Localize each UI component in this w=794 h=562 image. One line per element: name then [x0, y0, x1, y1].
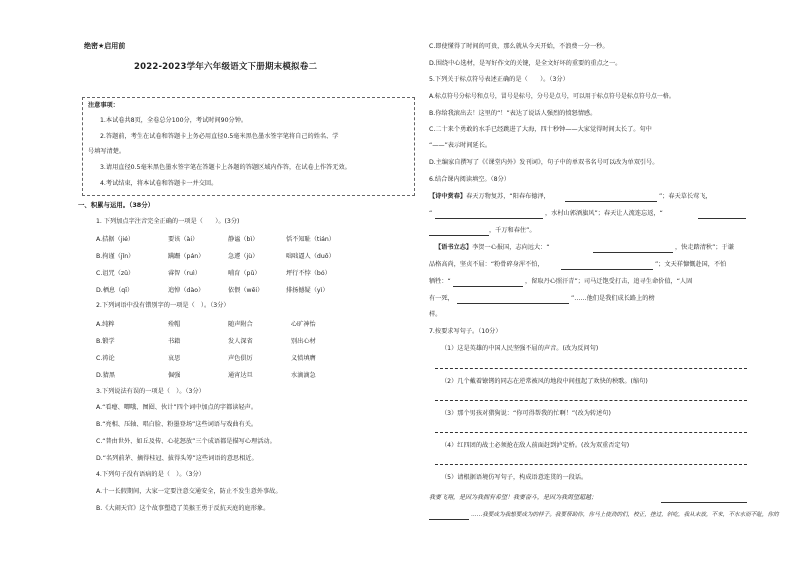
answer-blank[interactable]	[457, 303, 569, 304]
q1-option: 急遽（jù）	[228, 253, 259, 260]
q2-option: 书籍	[168, 338, 181, 345]
poem2-line2: 品格高尚，坚贞不屈：“粉骨碎身浑不怕，	[429, 261, 544, 268]
poem2-line1	[435, 244, 550, 252]
poem2-line1-after: ，快走踏清秋”；于谦	[675, 244, 734, 251]
q1-option: B.拘谨（jǐn）	[96, 253, 135, 260]
poem2-line3: 牺牲：“	[429, 278, 451, 285]
q1-option: 坪行不悖（bó）	[286, 270, 331, 277]
answer-blank[interactable]	[435, 218, 543, 219]
secret-label: 绝密★启用前	[84, 42, 126, 50]
poem1-label: 【诗中赏春】	[429, 193, 467, 200]
section-heading: 一、积累与运用。（38分）	[78, 201, 154, 209]
answer-blank[interactable]	[661, 502, 747, 503]
q2-option: 倔强	[168, 372, 181, 379]
notice-item-2-cont: 号填写清楚。	[88, 148, 126, 155]
q2-option: 通宵达旦	[228, 372, 253, 379]
answer-line[interactable]	[435, 400, 747, 401]
poem2-line4-after: ”……他们是我们成长路上的榜	[571, 295, 655, 302]
answer-blank[interactable]	[429, 519, 469, 520]
q1-option: 要该（ài）	[168, 236, 199, 243]
answer-line[interactable]	[435, 432, 747, 433]
answer-blank[interactable]	[593, 252, 673, 253]
poem2-line5: 样。	[429, 311, 442, 318]
answer-blank[interactable]	[698, 218, 746, 219]
poem2-line4: 有一死，	[429, 295, 454, 302]
poem1-line2-after: ，水村山郭酒旗风”；春天让人流连忘返，“	[545, 210, 663, 217]
q2-option: 别出心材	[291, 338, 316, 345]
q5-option-a: A.标点符号分标号和点号，冒号是标号，分号是点号，可以用于标点符号是标点符号点一格。	[429, 93, 675, 100]
q2-option: D.猜黑	[96, 372, 116, 379]
q7-item-4: （4）红四团的战士必须抢在敌人前面赶到泸定桥。(改为双重否定句)	[441, 442, 630, 449]
q3-option-c: C.“普由世外、如丘及传、心花怒放”三个成语都是描写心理活动。	[96, 438, 276, 445]
answer-blank[interactable]	[429, 235, 489, 236]
q1-option: 追悼（dào）	[168, 287, 205, 294]
q7-item-5: （5）请根据语境仿写句子，构成语意连贯的一段话。	[441, 474, 588, 481]
notice-item-2: 2.答题前，考生在试卷和答题卡上务必用直径0.5毫米黑色墨水签字笔将自己的姓名、学	[100, 133, 339, 140]
q3-option-a: A.“看瘪、唧哦、囫囵、伙计”四个词中加点的字都读轻声。	[96, 404, 258, 411]
q1-option: 恬不知耻（tián）	[286, 236, 335, 243]
q1-option: 依偎（wēi）	[228, 287, 264, 294]
q4-option-d: D.围绕中心选材，是写好作文的关键，是全文好坏的重要的重点之一。	[429, 60, 622, 67]
q2-option: 殓帽	[168, 321, 181, 328]
q1-option: 排扬撼疑（yì）	[286, 287, 329, 294]
q5-option-c-cont: “——”表示时间延长。	[429, 142, 492, 149]
q5-option-b: B.你给我滚出去！这里的“！”表达了说话人强烈的愤怒情感。	[429, 110, 597, 117]
poem1-text: 春天万物复苏，“阳春布德泽，	[466, 193, 550, 200]
answer-blank[interactable]	[561, 269, 653, 270]
q7-stem: 7.按要求写句子。（10分）	[429, 328, 502, 335]
q1-option: 睿智（ruì）	[168, 270, 201, 277]
poem1-after: ”；春天草长莺飞，	[659, 193, 712, 200]
q3-stem: 3.下列说法有误的一项是（ ）。（3分）	[96, 388, 205, 395]
q2-option: 心旷神怡	[291, 321, 316, 328]
answer-line[interactable]	[435, 368, 747, 369]
answer-blank[interactable]	[565, 201, 657, 202]
q1-option: 哺育（pǔ）	[228, 270, 261, 277]
q1-option: 静谧（bì）	[228, 236, 259, 243]
poem1-line2-open: “	[429, 210, 433, 217]
q1-option: 咄咄逼人（duō）	[286, 253, 335, 260]
q1-option: 蹒跚（pán）	[168, 253, 205, 260]
answer-line[interactable]	[435, 464, 747, 465]
q2-option: 水滴滴急	[291, 372, 316, 379]
q5-stem: 5.下列关于标点符号表述正确的是（ ）。（3分）	[429, 76, 569, 83]
q3-option-d: D.“名列前茅、摘得桂冠、拔得头筹”这些词语的意思相近。	[96, 455, 258, 462]
exam-title: 2022-2023学年六年级语文下册期末模拟卷二	[134, 62, 318, 72]
q3-option-b: B.“亮相、压轴、唱白脸、粉墨登场”这些词语与戏曲有关。	[96, 421, 258, 428]
poem2-label: 【语书立志】	[435, 244, 473, 251]
q2-option: 随声附合	[228, 321, 253, 328]
q5-option-d: D.主编家自撰写了《《课堂内外》发刊词》，句子中的单双书名号可以改为单双引号。	[429, 159, 659, 166]
q2-stem: 2.下列词语中没有错别字的一项是（ ）。（3分）	[96, 302, 230, 309]
poem1-line3: ，千万和春住”。	[489, 227, 536, 234]
q1-option: C.诅咒（zǔ）	[96, 270, 135, 277]
q7-item-1: （1）这是英雄的中国人民坚强不屈的声音。(改为反问句)	[441, 345, 599, 352]
poem2-line3-after: ，留取丹心照汗青”；司马迁饱受打击，追寻生命价值，“人固	[525, 278, 693, 285]
q1-stem: 1. 下列加点字注音完全正确的一项是（ ）。(3分)	[96, 218, 240, 225]
q4-option-a: A.十一长假期间，大家一定要注意交通安全，防止不发生意外事故。	[96, 488, 282, 495]
q4-stem: 4.下列句子没有语病的是（ ）。（3分）	[96, 471, 205, 478]
q5-option-c: C.二十来个勇敢的水手已经跳进了大海，四十秒钟——大家觉得时间太长了。句中	[429, 126, 652, 133]
q2-option: 义愤填膺	[291, 355, 316, 362]
q1-option: A.拮据（jié）	[96, 236, 135, 243]
q7-5-line1: 我要飞翔，是因为我拥有希望！我要奋斗，是因为我渴望超越；	[429, 494, 598, 501]
poem2-line2-after: ”；文天祥慷慨赴国，不怕	[655, 261, 727, 268]
poem2-text: 李贺一心报国，志向远大：“	[472, 244, 550, 251]
q4-option-c: C.即使懂得了时间的可贵，那么就从今天开始，不浪费一分一秒。	[429, 43, 609, 50]
q1-option: D.栖息（qī）	[96, 287, 134, 294]
q2-option: A.纯粹	[96, 321, 115, 328]
q7-item-2: （2）几个戴着镣铐的同志在逆常被风的地段中间扭起了欢快的秧歌。(缩句)	[441, 378, 648, 385]
q7-5-line2: ……我要成为我想要成为的样子。我要帮助你，你马上使劲的们，校正，挫过，斜吃，我从未放，不来，不水水而不耻，你的	[471, 512, 779, 518]
q2-option: 声色俱厉	[228, 355, 253, 362]
q6-stem: 6.结合课内阅读填空。（8分）	[429, 176, 510, 183]
poem1-line1	[429, 193, 550, 201]
answer-blank[interactable]	[453, 286, 523, 287]
notice-item-1: 1.本试卷共8页，全卷总分100分，考试时间90分钟。	[100, 117, 248, 124]
q2-option: 发人深省	[228, 338, 253, 345]
q2-option: C.祷论	[96, 355, 115, 362]
q2-option: 哀思	[168, 355, 181, 362]
q7-item-3: （3）那个男孩对猎狗说：“你可得帮我的忙啊！”(改为转述句)	[441, 410, 611, 417]
q4-option-b: B.《大闹天宫》这个故事塑造了美猴王勇于反抗天庭的庭形象。	[96, 505, 270, 512]
notice-item-3: 3.请用直径0.5毫米黑色墨水签字笔在答题卡上各题的答题区域内作答，在试卷上作答无效。	[100, 164, 351, 171]
notice-item-4: 4.考试结束，将本试卷和答题卡一并交回。	[100, 180, 218, 187]
q2-option: B.锻学	[96, 338, 115, 345]
notice-heading: 注意事项：	[88, 102, 119, 109]
